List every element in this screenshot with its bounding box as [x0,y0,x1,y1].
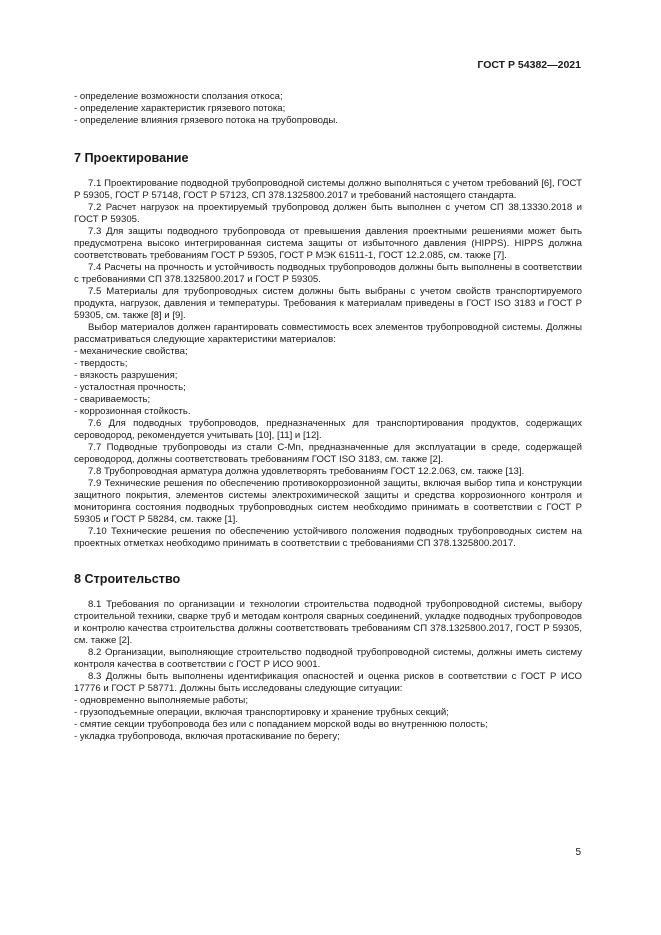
list-item: - усталостная прочность; [74,382,186,393]
section-8-heading: 8 Строительство [74,572,181,586]
list-item: - механические свойства; [74,346,188,357]
paragraph-7-8: 7.8 Трубопроводная арматура должна удовлетворять требованиям ГОСТ 12.2.063, см. также [13]. [88,466,525,477]
materials-list [74,346,582,418]
list-item: - коррозионная стойкость. [74,406,191,417]
paragraph-7-4: 7.4 Расчеты на прочность и устойчивость подводных трубопроводов должны быть выполнены в соответствии с требованиями СП 378.1325800.2017 и ГОСТ Р 59305. [74,262,582,285]
paragraph-8-3: 8.3 Должны быть выполнены идентификация опасностей и оценка рисков в соответствии с ГОСТ Р ИСО 17776 и ГОСТ Р 58771. Должны быть исследованы следующие ситуации: [74,671,582,694]
list-item: - одновременно выполняемые работы; [74,695,248,706]
paragraph-8-2: 8.2 Организации, выполняющие строительство подводной трубопроводной системы, должны иметь систему контроля качества в соответствии с ГОСТ Р ИСО 9001. [74,647,582,670]
paragraph-7-6: 7.6 Для подводных трубопроводов, предназначенных для транспортирования продуктов, содержащих сероводород, рекомендуется учитывать [10], [11] и [12]. [74,418,582,441]
paragraph-7-5-materials: Выбор материалов должен гарантировать совместимость всех элементов трубопроводной системы. Должны рассматриваться следующие характеристики материалов: [74,322,582,345]
situations-list [74,695,582,743]
document-code-header: ГОСТ Р 54382—2021 [477,59,581,71]
paragraph-7-5: 7.5 Материалы для трубопроводных систем должны быть выбраны с учетом свойств транспортируемого продукта, нагрузок, давления и температуры. Требования к материалам приведены в ГОСТ ISO 3183 и ГОСТ Р 59305, см. также [8] и [9]. [74,286,582,321]
paragraph-7-9: 7.9 Технические решения по обеспечению противокоррозионной защиты, включая выбор типа и конструкции защитного покрытия, элементов системы электрохимической защиты и средства коррозионного контроля и мониторинга состояния подводных трубопроводных систем необходимо принимать в соответствии с ГОСТ Р 59305 и ГОСТ Р 58284, см. также [1]. [74,478,582,525]
list-item: - грузоподъемные операции, включая транспортировку и хранение трубных секций; [74,707,449,718]
list-item: - определение влияния грязевого потока на трубопроводы. [74,115,338,126]
page-number: 5 [575,847,581,858]
list-item: - определение характеристик грязевого потока; [74,103,286,114]
section-7-heading: 7 Проектирование [74,151,189,165]
list-item: - вязкость разрушения; [74,370,178,381]
paragraph-7-1: 7.1 Проектирование подводной трубопроводной системы должно выполняться с учетом требований [6], ГОСТ Р 59305, ГОСТ Р 57148, ГОСТ Р 57123, СП 378.1325800.2017 и требований настоящего стандарта. [74,178,582,201]
list-item: - смятие секции трубопровода без или с попаданием морской воды во внутреннюю полость; [74,719,488,730]
paragraph-7-3: 7.3 Для защиты подводного трубопровода от превышения давления проектными решениями может быть предусмотрена высоко интегрированная система защиты от избыточного давления (HIPPS). HIPPS должна соответствовать требованиям ГОСТ Р 59305, ГОСТ Р МЭК 61511-1, ГОСТ 12.2.085, см. также [7]. [74,226,582,261]
paragraph-7-2: 7.2 Расчет нагрузок на проектируемый трубопровод должен быть выполнен с учетом СП 38.13330.2018 и ГОСТ Р 59305. [74,202,582,225]
page-content [74,91,582,743]
paragraph-8-1: 8.1 Требования по организации и технологии строительства подводной трубопроводной системы, выбору строительной техники, сварке труб и методам контроля сварных соединений, укладке подводных трубопроводов и контролю качества строительства должны соответствовать требованиям СП 378.1325800.2017, ГОСТ Р 59305, см. также [2]. [74,599,582,646]
paragraph-7-7: 7.7 Подводные трубопроводы из стали C-Mn, предназначенные для эксплуатации в среде, содержащей сероводород, должны соответствовать требованиям ГОСТ ISO 3183, см. также [2]. [74,442,582,465]
list-item: - свариваемость; [74,394,151,405]
intro-list [74,91,582,127]
list-item: - укладка трубопровода, включая протаскивание по берегу; [74,731,340,742]
list-item: - определение возможности сползания откоса; [74,91,283,102]
list-item: - твердость; [74,358,128,369]
paragraph-7-10: 7.10 Технические решения по обеспечению устойчивого положения подводных трубопроводных систем на проектных отметках необходимо принимать в соответствии с требованиями СП 378.1325800.2017. [74,526,582,549]
